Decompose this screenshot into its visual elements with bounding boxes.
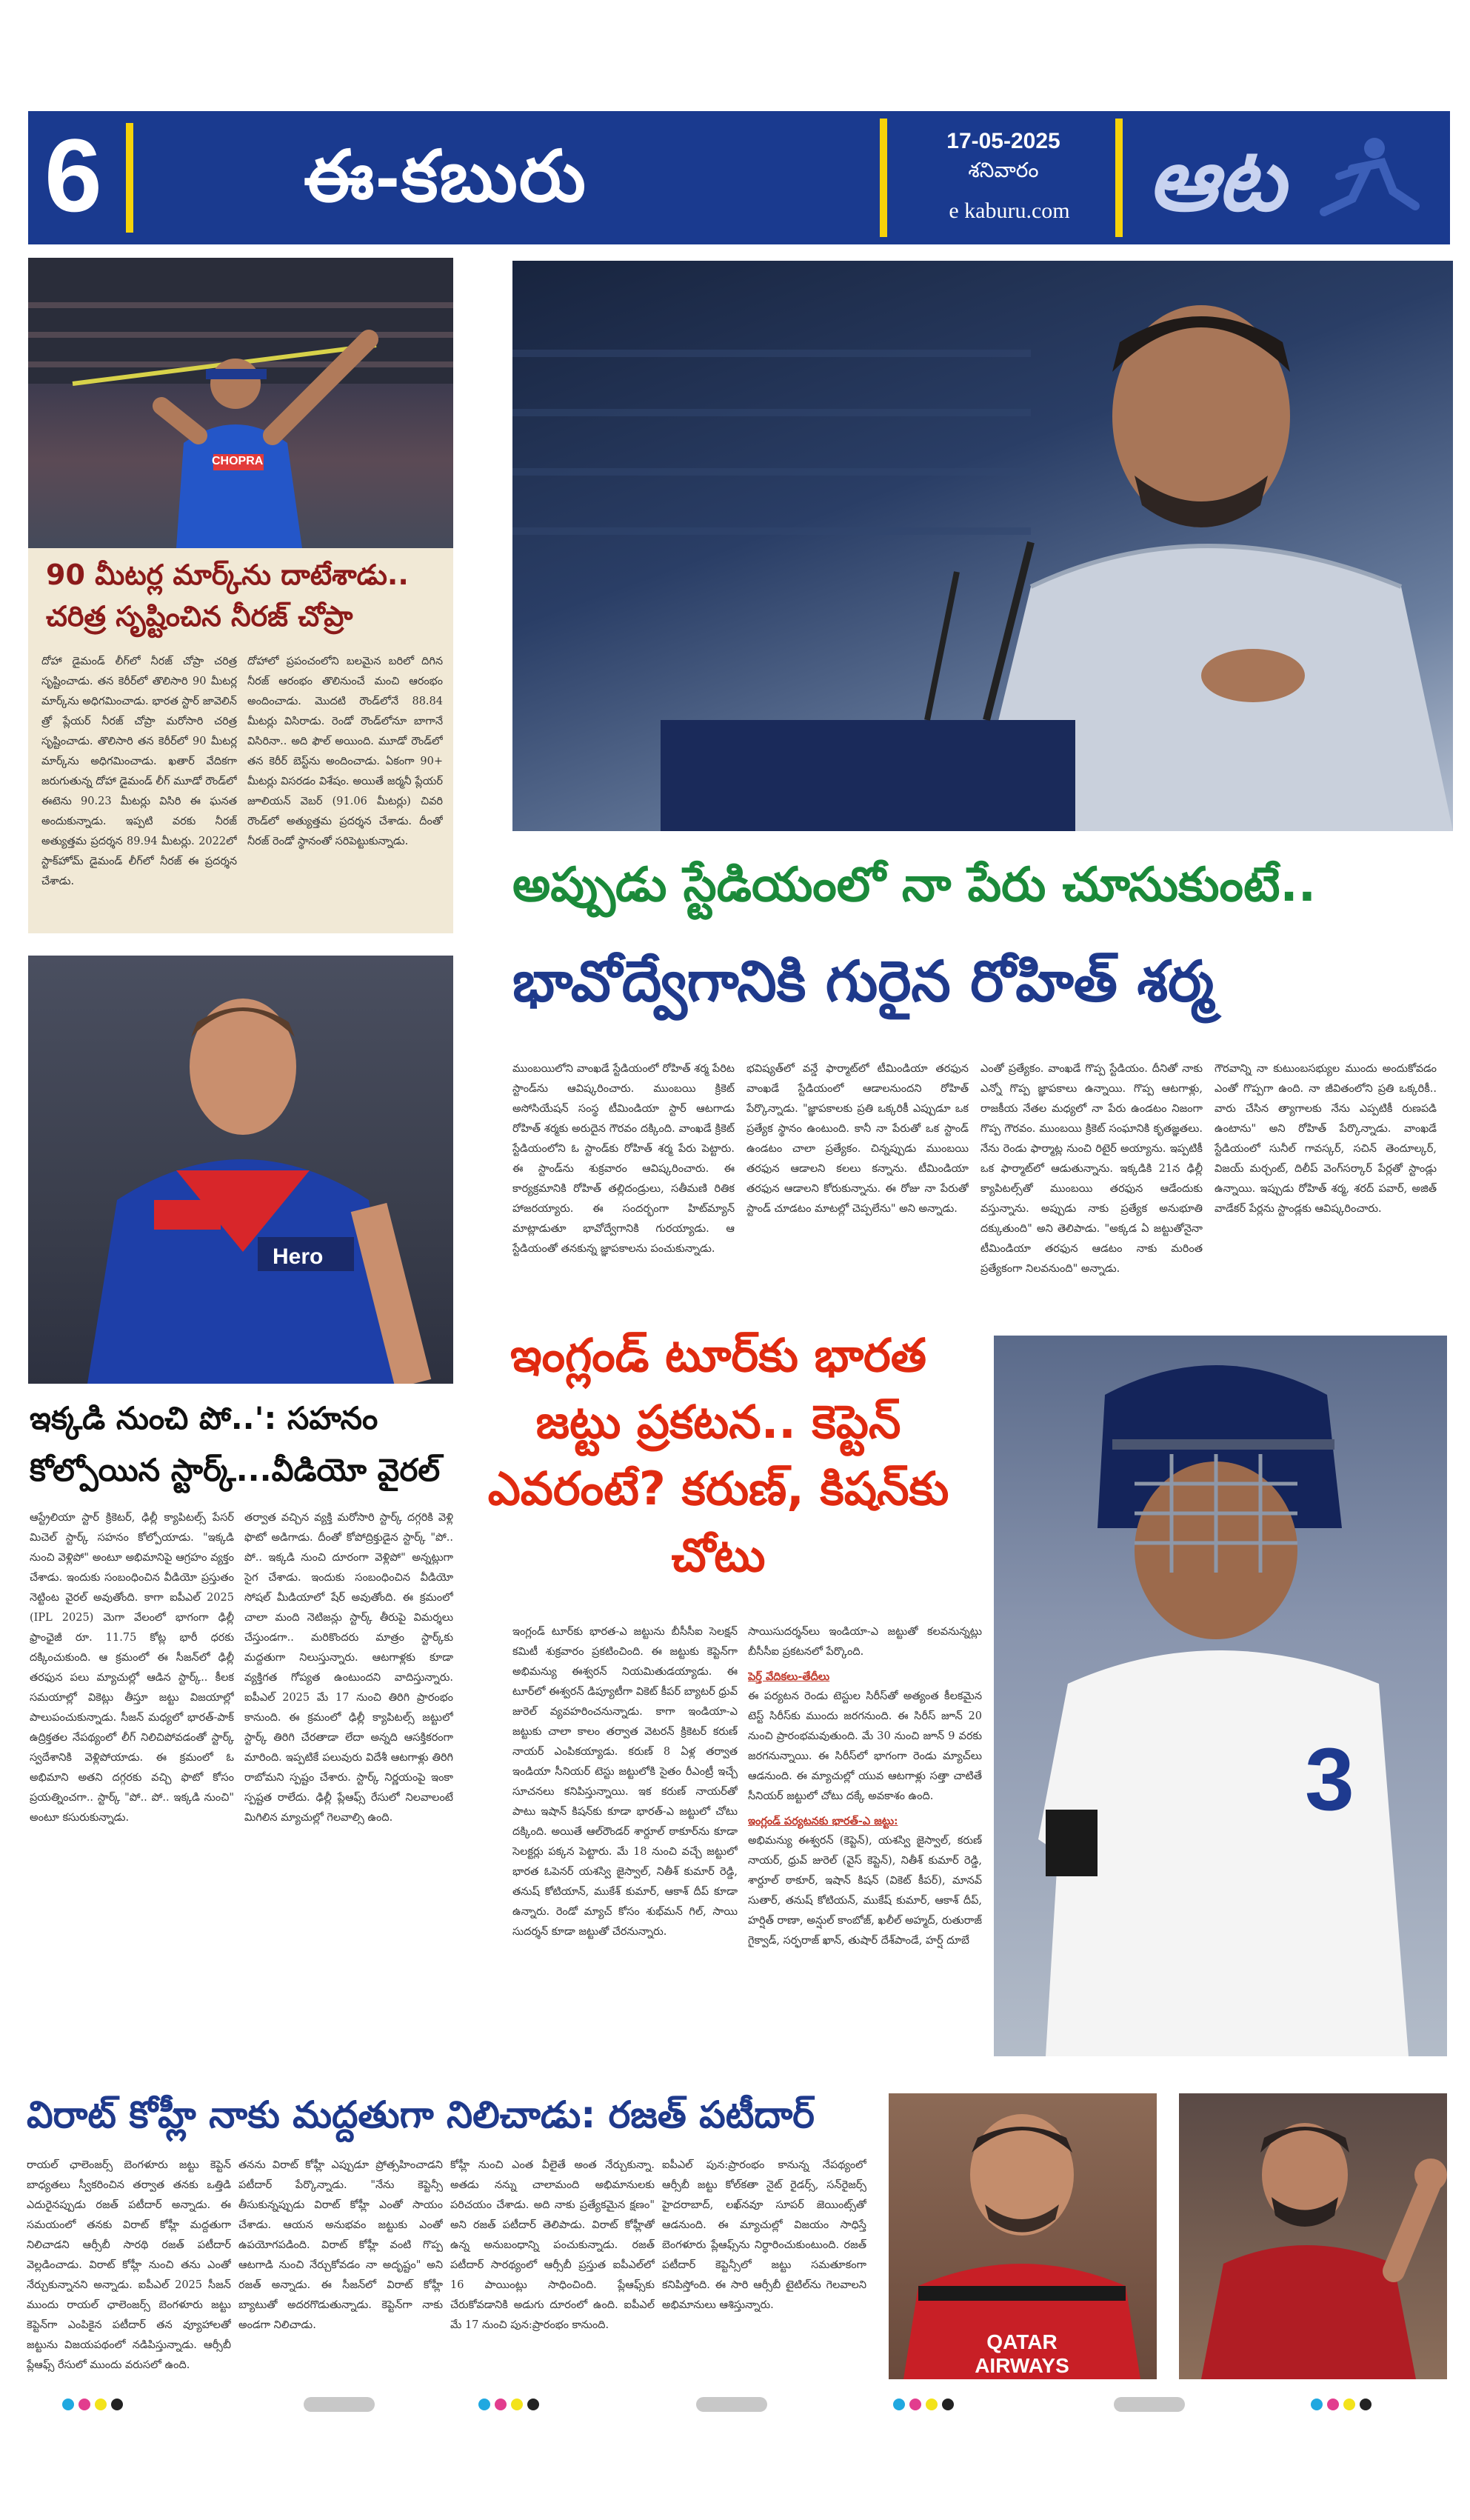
black-mark — [111, 2399, 123, 2410]
magenta-mark — [1327, 2399, 1339, 2410]
story-rajat-col-1: రాయల్ ఛాలెంజర్స్ బెంగళూరు జట్టు కెప్టెన్ బాధ్యతలు స్వీకరించిన తర్వాత తనకు ఒత్తిడి ఎదురైనప్పుడు రజత్ పటీదార్ అన్నాడు. ఈ సమయంలో తనకు విరాట్ కోహ్లీ మద్దతుగా నిలిచాడని ఆర్సీబీ సారథి రజత్ పటీదార్ వెల్లడించాడు. విరాట్ కోహ్లీ నుంచి తను ఎంతో నేర్చుకున్నానని అన్నాడు. ఐపీఎల్ 2025 సీజన్ ముందు రాయల్ ఛాలెంజర్స్ బెంగళూరు జట్టు కెప్టెన్‌గా ఎంపికైన పటీదార్ తన వ్యూహాలతో జట్టును విజయపథంలో నడిపిస్తున్నాడు. ఆర్సీబీ ప్లేఆఫ్స్ రేసులో ముందు వరుసలో ఉంది. — [27, 2159, 231, 2371]
magenta-mark — [78, 2399, 90, 2410]
rohit-figure-icon — [512, 261, 1453, 831]
story-rajat-col-4: ఐపీఎల్ పున:ప్రారంభం కానున్న నేపథ్యంలో ఆర్సీబీ జట్టు కోల్‌కతా నైట్ రైడర్స్, సన్‌రైజర్స్ హైదరాబాద్, లఖ్‌నవూ సూపర్ జెయింట్స్‌తో ఆడనుంది. ఈ మ్యాచుల్లో విజయం సాధిస్తే బెంగళూరు ప్లేఆఫ్స్‌ను నిర్ధారించుకుంటుంది. రజత్ పటీదార్ కెప్టెన్సీలో జట్టు సమతూకంగా కనిపిస్తోంది. ఈ సారి ఆర్సీబీ టైటిల్‌ను గెలవాలని అభిమానులు ఆశిస్తున్నారు. — [662, 2159, 866, 2311]
cyan-mark — [893, 2399, 905, 2410]
rajat-figure-icon — [1179, 2093, 1447, 2379]
color-registration-marks — [478, 2399, 539, 2410]
story-rohit-headline-1: అప్పుడు స్టేడియంలో నా పేరు చూసుకుంటే.. — [512, 858, 1317, 913]
story-rajat-col-3: కోహ్లీ నుంచి ఎంత వీలైతే అంత నేర్చుకున్నా. అతడు నన్ను చాలామంది అభిమానులకు పరిచయం చేశాడు. అది నాకు ప్రత్యేకమైన క్షణం" అని రజత్ పటీదార్ తెలిపాడు. విరాట్ కోహ్లీతో ఉన్న అనుబంధాన్ని పంచుకున్నాడు. రజత్ పటీదార్ సారథ్యంలో ఆర్సీబీ ప్రస్తుత ఐపీఎల్‌లో 16 పాయింట్లు సాధించింది. ప్లేఆఫ్స్‌కు చేరుకోవడానికి అడుగు దూరంలో ఉంది. ఐపీఎల్ మే 17 నుంచి పున:ప్రారంభం కానుంది. — [450, 2159, 655, 2331]
black-mark — [1360, 2399, 1372, 2410]
story-rohit-headline-2: భావోద్వేగానికి గురైన రోహిత్ శర్మ — [512, 948, 1215, 1014]
color-registration-marks — [893, 2399, 954, 2410]
story-rohit-col-4: గౌరవాన్ని నా కుటుంబసభ్యుల ముందు అందుకోవడం ఎంతో గొప్పగా ఉంది. నా జీవితంలోని ప్రతి ఒక్కరికీ.. వారు చేసిన త్యాగాలకు నేను ఎప్పటికీ రుణపడి ఉంటాను" అని రోహిత్ పేర్కొన్నాడు. వాంఖడే స్టేడియంలో సునీల్ గావస్కర్, సచిన్ తెందూల్కర్, విజయ్ మర్చంట్, దిలీప్ వెంగ్‌సర్కార్ పేర్లతో స్టాండ్లు ఉన్నాయి. ఇప్పుడు రోహిత్ శర్మ, శరద్ పవార్, అజిత్ వాడేకర్ పేర్లను స్టాండ్లకు ఆవిష్కరించారు. — [1215, 1063, 1437, 1215]
yellow-mark — [1343, 2399, 1355, 2410]
grey-registration-bar — [304, 2397, 375, 2412]
story-neeraj-col-1: దోహా డైమండ్ లీగ్‌లో నీరజ్ చోప్రా చరిత్ర సృష్టించాడు. తన కెరీర్‌లో తొలిసారి 90 మీటర్ల మార్క్‌ను అధిగమించాడు. భారత స్టార్ జావెలిన్ త్రో ప్లేయర్ నీరజ్ చోప్రా మరోసారి చరిత్ర సృష్టించాడు. తొలిసారి తన కెరీర్‌లో 90 మీటర్ల మార్క్‌ను అధిగమించాడు. ఖతార్ వేదికగా జరుగుతున్న దోహా డైమండ్ లీగ్ మూడో రౌండ్‌లో ఈటెను 90.23 మీటర్లు విసిరి ఈ ఘనత అందుకున్నాడు. ఇప్పటి వరకు నీరజ్ అత్యుత్తమ ప్రదర్శన 89.94 మీటర్లు. 2022లో స్టాక్‌హోమ్ డైమండ్ లీగ్‌లో నీరజ్ ఈ ప్రదర్శన చేశాడు. — [41, 656, 237, 887]
yellow-mark — [511, 2399, 523, 2410]
story-rajat-col-2: తనను విరాట్ కోహ్లీ ఎప్పుడూ ప్రోత్సహించాడని పటీదార్ పేర్కొన్నాడు. "నేను కెప్టెన్సీ తీసుకున్నప్పుడు విరాట్ కోహ్లీ ఎంతో సాయం చేశాడు. ఆయన అనుభవం జట్టుకు ఎంతో ఉపయోగపడింది. విరాట్ కోహ్లీ వంటి గొప్ప ఆటగాడి నుంచి నేర్చుకోవడం నా అదృష్టం" అని రజత్ అన్నాడు. ఈ సీజన్‌లో విరాట్ కోహ్లీ బ్యాటుతో అదరగొడుతున్నాడు. కెప్టెన్‌గా నాకు అండగా నిలిచాడు. — [238, 2159, 443, 2331]
starc-figure-icon — [28, 956, 453, 1384]
england-squad-list: అభిమన్యు ఈశ్వరన్ (కెప్టెన్), యశస్వి జైస్వాల్, కరుణ్ నాయర్, ధ్రువ్ జురెల్ (వైస్ కెప్టెన్), నితీశ్ కుమార్ రెడ్డి, శార్దూల్ ఠాకూర్, ఇషాన్ కిషన్ (వికెట్ కీపర్), మానవ్ సుతార్, తనుష్ కోటియన్, ముకేష్ కుమార్, ఆకాశ్ దీప్, హర్షిత్ రాణా, అన్షుల్ కాంబోజ్, ఖలీల్ అహ్మద్, రుతురాజ్ గైక్వాడ్, సర్ఫరాజ్ ఖాన్, తుషార్ దేశ్‌పాండే, హర్ష్ దూబే — [748, 1835, 982, 1947]
story-england-col-2 — [748, 1622, 982, 2056]
headline-line-2: కోల్పోయిన స్టార్క్...వీడియో వైరల్ — [30, 1452, 441, 1488]
website-link[interactable]: e kaburu.com — [949, 199, 1070, 223]
brand-title: ఈ-కబురు — [304, 137, 587, 216]
headline-line-2: చరిత్ర సృష్టించిన నీరజ్ చోప్రా — [46, 600, 353, 633]
story-starc-col-1: ఆస్ట్రేలియా స్టార్ క్రికెటర్, ఢిల్లీ క్యాపిటల్స్ పేసర్ మిచెల్ స్టార్క్ సహనం కోల్పోయాడు. "ఇక్కడి నుంచి వెళ్లిపో" అంటూ అభిమానిపై ఆగ్రహం వ్యక్తం చేశాడు. ఇందుకు సంబంధించిన వీడియో ప్రస్తుతం నెట్టింట వైరల్ అవుతోంది. కాగా ఐపీఎల్ 2025 (IPL 2025) మెగా వేలంలో భాగంగా ఢిల్లీ ఫ్రాంఛైజీ రూ. 11.75 కోట్ల భారీ ధరకు దక్కించుకుంది. ఆ క్రమంలో ఈ సీజన్‌లో ఢిల్లీ తరఫున పలు మ్యాచుల్లో ఆడిన స్టార్క్.. కీలక సమయాల్లో వికెట్లు తీస్తూ జట్టు విజయాల్లో పాలుపంచుకున్నాడు. సీజన్ మధ్యలో భారత్-పాక్ ఉద్రిక్తతల నేపథ్యంలో లీగ్ నిలిచిపోవడంతో స్టార్క్ స్వదేశానికి వెళ్లిపోయాడు. ఈ క్రమంలో ఓ అభిమాని అతని దగ్గరకు వచ్చి ఫొటో కోసం ప్రయత్నించగా.. స్టార్క్ "పో.. పో.. ఇక్కడి నుంచి" అంటూ కసురుకున్నాడు. — [30, 1512, 234, 1824]
masthead-divider — [126, 123, 133, 233]
black-mark — [942, 2399, 954, 2410]
color-registration-marks — [1311, 2399, 1372, 2410]
yellow-mark — [95, 2399, 107, 2410]
masthead-divider — [880, 119, 887, 237]
black-mark — [527, 2399, 539, 2410]
story-rohit-col-1: ముంబయిలోని వాంఖడే స్టేడియంలో రోహిత్ శర్మ పేరిట స్టాండ్‌ను ఆవిష్కరించారు. ముంబయి క్రికెట్ అసోసియేషన్ సంస్థ టీమిండియా స్టార్ ఆటగాడు రోహిత్ శర్మకు అరుదైన గౌరవం దక్కింది. వాంఖడే క్రికెట్ స్టేడియంలోని ఓ స్టాండ్‌కు రోహిత్ శర్మ పేరు పెట్టారు. ఈ స్టాండ్‌ను శుక్రవారం ఆవిష్కరించారు. ఈ కార్యక్రమానికి రోహిత్ తల్లిదండ్రులు, సతీమణి రితిక హాజరయ్యారు. ఈ సందర్భంగా హిట్‌మ్యాన్ మాట్లాడుతూ భావోద్వేగానికి గురయ్యాడు. ఆ స్టేడియంతో తనకున్న జ్ఞాపకాలను పంచుకున్నాడు. — [512, 1063, 735, 1255]
section-title: ఆట — [1148, 131, 1286, 229]
headline-line-1: 90 మీటర్ల మార్క్‌ను దాటేశాడు.. — [46, 559, 409, 591]
cyan-mark — [62, 2399, 74, 2410]
story-england-col-1: ఇంగ్లండ్ టూర్‌కు భారత-ఎ జట్టును బీసీసీఐ సెలక్షన్ కమిటీ శుక్రవారం ప్రకటించింది. ఈ జట్టుకు కెప్టెన్‌గా అభిమన్యు ఈశ్వరన్ నియమితుడయ్యాడు. ఈ టూర్‌లో ఈశ్వరన్ డిప్యూటీగా వికెట్ కీపర్ బ్యాటర్ ధ్రువ్ జురెల్ వ్యవహరించనున్నాడు. కాగా ఇండియా-ఎ జట్టుకు చాలా కాలం తర్వాత వెటరన్ క్రికెటర్ కరుణ్ నాయర్ ఎంపికయ్యాడు. కరుణ్ 8 ఏళ్ల తర్వాత ఇండియా సీనియర్ టెస్టు జట్టులోకి సైతం రీఎంట్రీ ఇచ్చే సూచనలు కనిపిస్తున్నాయి. ఇక కరుణ్ నాయర్‌తో పాటు ఇషాన్ కిషన్‌కు కూడా భారత్-ఎ జట్టులో చోటు దక్కింది. అయితే ఆల్‌రౌండర్ శార్దూల్ ఠాకూర్‌ను కూడా సెలక్టర్లు పక్కన పెట్టారు. మే 18 నుంచి వచ్చే జట్టులో భారత ఓపెనర్ యశస్వి జైస్వాల్, నితీశ్ కుమార్ రెడ్డి, తనుష్ కోటియాన్, ముకేశ్ కుమార్, ఆకాశ్ దీప్ కూడా ఉన్నారు. రెండో మ్యాచ్ కోసం శుభ్‌మన్ గిల్, సాయి సుదర్శన్ కూడా జట్టుతో చేరనున్నారు. — [512, 1626, 738, 1938]
england-venues-text: ఈ పర్యటన రెండు టెస్టుల సిరీస్‌తో అత్యంత కీలకమైన టెస్ట్ సిరీస్‌కు ముందు జరగనుంది. ఈ సిరీస్ జూన్ 20 నుంచి ప్రారంభమవుతుంది. మే 30 నుంచి జూన్ 9 వరకు జరగనున్నాయి. ఈ సిరీస్‌లో భాగంగా రెండు మ్యాచ్‌లు ఆడనుంది. ఈ మ్యాచుల్లో యువ ఆటగాళ్లు సత్తా చాటితే సీనియర్ జట్టులో చోటు దక్కే అవకాశం ఉంది. — [748, 1690, 982, 1802]
grey-registration-bar — [696, 2397, 767, 2412]
running-figure-icon — [1130, 124, 1426, 236]
story-rohit-col-2: భవిష్యత్‌లో వన్డే ఫార్మాట్‌లో టీమిండియా తరఫున వాంఖడే స్టేడియంలో ఆడాలనుందని రోహిత్ పేర్కొన్నాడు. "జ్ఞాపకాలకు ప్రతి ఒక్కరికీ ఎప్పుడూ ఒక ప్రత్యేక స్థానం ఉంటుంది. కానీ నా పేరుతో ఒక స్టాండ్ ఉండటం చాలా ప్రత్యేకం. చిన్నప్పుడు ముంబయి తరఫున ఆడాలని కలలు కన్నాను. టీమిండియా తరఫున ఆడాలని కోరుకున్నాను. ఈ రోజు నా పేరుతో స్టాండ్ చూడటం మాటల్లో చెప్పలేను" అని అన్నాడు. — [746, 1063, 969, 1215]
england-col2-text: సాయిసుదర్శన్‌లు ఇండియా-ఎ జట్టుతో కలవనున్నట్లు బీసీసీఐ ప్రకటనలో పేర్కొంది. — [748, 1626, 982, 1658]
magenta-mark — [495, 2399, 507, 2410]
story-neeraj-headline — [46, 554, 446, 637]
story-england-headline: ఇంగ్లండ్ టూర్‌కు భారత జట్టు ప్రకటన.. కెప్టెన్ ఎవరంటే? కరుణ్, కిషన్‌కు చోటు — [487, 1328, 949, 1582]
page-number: 6 — [44, 117, 102, 233]
story-rohit-col-3: ఎంతో ప్రత్యేకం. వాంఖడే గొప్ప స్టేడియం. దీనితో నాకు ఎన్నో గొప్ప జ్ఞాపకాలు ఉన్నాయి. గొప్ప ఆటగాళ్లు, రాజకీయ నేతల మధ్యలో నా పేరు ఉండటం నిజంగా గొప్ప గౌరవం. ముంబయి క్రికెట్ సంఘానికి కృతజ్ఞతలు. నేను రెండు ఫార్మాట్ల నుంచి రిటైర్ అయ్యాను. ఇప్పటికీ ఒక ఫార్మాట్‌లో ఆడుతున్నాను. ఇక్కడికి 21న ఢిల్లీ క్యాపిటల్స్‌తో ముంబయి తరఫున ఆడేందుకు వస్తున్నాను. అప్పుడు నాకు ప్రత్యేక అనుభూతి దక్కుతుంది" అని తెలిపాడు. "అక్కడ ఏ జట్టుతోనైనా టీమిండియా తరఫున ఆడటం నాకు మరింత ప్రత్యేకంగా నిలవనుంది" అన్నాడు. — [980, 1063, 1203, 1275]
cricketer-photo — [28, 956, 453, 1384]
svg-text:3: 3 — [1305, 1730, 1354, 1829]
jersey-name: CHOPRA — [212, 455, 264, 467]
javelin-athlete-photo — [28, 258, 453, 548]
england-subhead-venues: పెర్త్ వేదికలు-తేదీలు — [748, 1670, 830, 1683]
section-logo — [1130, 124, 1426, 236]
story-starc-headline — [30, 1393, 459, 1496]
batsman-with-helmet-photo — [994, 1336, 1447, 2056]
story-starc-col-2: తర్వాత వచ్చిన వ్యక్తి మరోసారి స్టార్క్ దగ్గరికి వెళ్లి ఫొటో అడిగాడు. దీంతో కోపోద్రిక్తుడైన స్టార్క్ "పో.. పో.. ఇక్కడి నుంచి దూరంగా వెళ్లిపో" అన్నట్లుగా సైగ చేశాడు. ఇందుకు సంబంధించిన వీడియో సోషల్ మీడియాలో షేర్ అవుతోంది. ఈ క్రమంలో చాలా మంది నెటిజన్లు స్టార్క్ తీరుపై విమర్శలు చేస్తుండగా.. మరికొందరు మాత్రం స్టార్క్‌కు మద్దతుగా నిలుస్తున్నారు. ఆటగాళ్లకు కూడా వ్యక్తిగత గోప్యత ఉంటుందని వాదిస్తున్నారు. ఐపీఎల్ 2025 మే 17 నుంచి తిరిగి ప్రారంభం కానుంది. ఈ క్రమంలో ఢిల్లీ క్యాపిటల్స్ జట్టులో స్టార్క్ తిరిగి చేరతాడా లేదా అన్నది ఆసక్తికరంగా మారింది. ఇప్పటికే పలువురు విదేశీ ఆటగాళ్లు తిరిగి రాబోమని స్పష్టం చేశారు. స్టార్క్ నిర్ణయంపై ఇంకా స్పష్టత రాలేదు. ఢిల్లీ ప్లేఆఫ్స్ రేసులో నిలవాలంటే మిగిలిన మ్యాచుల్లో గెలవాల్సి ఉంది. — [244, 1512, 453, 1824]
batsman-figure-icon — [994, 1336, 1447, 2056]
cricketer-in-red-jersey-photo — [889, 2093, 1157, 2379]
grey-registration-bar — [1114, 2397, 1185, 2412]
cricketer-celebrating-photo — [1179, 2093, 1447, 2379]
javelin-athlete-figure-icon — [28, 258, 453, 548]
headline-line-1: ఇక్కడి నుంచి పో..': సహనం — [30, 1400, 378, 1436]
issue-date: 17-05-2025 — [946, 129, 1060, 153]
story-neeraj-col-2: దోహాలో ప్రపంచంలోని బలమైన బరిలో దిగిన నీరజ్ ఆరంభం తొలినుంచే మంచి ఆరంభం అందించాడు. మొదటి రౌండ్‌లోనే 88.84 మీటర్లు విసిరాడు. రెండో రౌండ్‌లోనూ బాగానే విసిరినా.. అది ఫౌల్ అయింది. మూడో రౌండ్‌లో తన కెరీర్ బెస్ట్‌ను అందించాడు. ఏకంగా 90+ మీటర్లు విసరడం విశేషం. అయితే జర్మనీ ప్లేయర్ జూలియన్ వెబర్ (91.06 మీటర్లు) చివరి రౌండ్‌లో అత్యుత్తమ ప్రదర్శన చేశాడు. దీంతో నీరజ్ రెండో స్థానంతో సరిపెట్టుకున్నాడు. — [247, 656, 443, 847]
jersey-sponsor-text: QATAR AIRWAYS — [975, 2330, 1069, 2377]
england-subhead-squad: ఇంగ్లండ్ పర్యటనకు భారత్-ఎ జట్టు: — [748, 1815, 898, 1827]
color-registration-marks — [62, 2399, 123, 2410]
masthead — [28, 111, 1450, 244]
cyan-mark — [478, 2399, 490, 2410]
magenta-mark — [909, 2399, 921, 2410]
cyan-mark — [1311, 2399, 1323, 2410]
yellow-mark — [926, 2399, 938, 2410]
issue-weekday: శనివారం — [968, 159, 1039, 181]
story-rajat-headline: విరాట్ కోహ్లీ నాకు మద్దతుగా నిలిచాడు: రజత్ పటీదార్ — [27, 2093, 815, 2136]
masthead-divider — [1115, 119, 1123, 237]
speaker-at-podium-photo — [512, 261, 1453, 831]
jersey-sponsor-text: Hero — [273, 1244, 324, 1269]
